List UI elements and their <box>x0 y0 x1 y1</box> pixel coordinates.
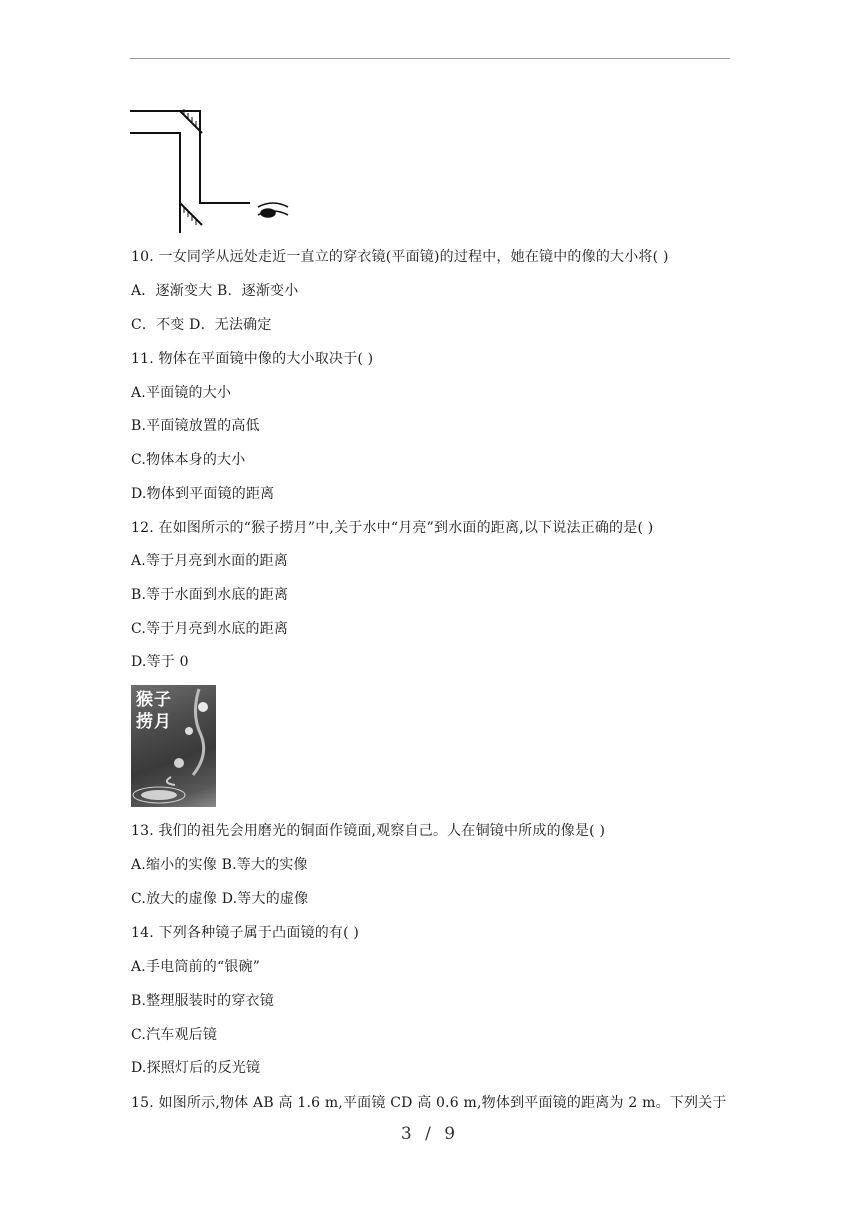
option-row-q14: B.整理服装时的穿衣镜 <box>131 993 274 1009</box>
option-row-q11: D.物体到平面镜的距离 <box>131 486 275 502</box>
option-row-q12: A.等于月亮到水面的距离 <box>131 553 288 569</box>
option-row-q12: D.等于 0 <box>131 654 189 670</box>
periscope-figure <box>128 103 298 233</box>
photo-art <box>131 685 216 807</box>
option-row-q11: C.物体本身的大小 <box>131 452 246 468</box>
photo-title-line2: 捞月 <box>136 712 172 732</box>
question-stem-q12: 12. 在如图所示的“猴子捞月”中,关于水中“月亮”到水面的距离,以下说法正确的是( ) <box>131 520 654 536</box>
question-stem-q10: 10. 一女同学从远处走近一直立的穿衣镜(平面镜)的过程中，她在镜中的像的大小将( ) <box>131 249 669 265</box>
question-stem-q15: 15. 如图所示,物体 AB 高 1.6 m,平面镜 CD 高 0.6 m,物体到平面镜的距离为 2 m。下列关于 <box>131 1095 727 1111</box>
photo-title-line1: 猴子 <box>136 690 172 710</box>
option-row-q13: A.缩小的实像 B.等大的实像 <box>131 857 308 873</box>
option-row-q13: C.放大的虚像 D.等大的虚像 <box>131 891 309 907</box>
eye-icon <box>258 203 288 217</box>
option-row-q11: B.平面镜放置的高低 <box>131 418 260 434</box>
option-row-q14: D.探照灯后的反光镜 <box>131 1060 261 1076</box>
question-stem-q14: 14. 下列各种镜子属于凸面镜的有( ) <box>131 925 360 941</box>
header-rule <box>130 58 730 59</box>
option-row-q12: B.等于水面到水底的距离 <box>131 587 289 603</box>
question-stem-q13: 13. 我们的祖先会用磨光的铜面作镜面,观察自己。人在铜镜中所成的像是( ) <box>131 823 606 839</box>
option-row-q14: A.手电筒前的“银碗” <box>131 959 261 975</box>
monkey-moon-photo <box>131 685 216 807</box>
question-stem-q11: 11. 物体在平面镜中像的大小取决于( ) <box>131 351 374 367</box>
page-number: 3 / 9 <box>400 1124 460 1144</box>
option-row-q12: C.等于月亮到水底的距离 <box>131 621 289 637</box>
option-row-q11: A.平面镜的大小 <box>131 385 232 401</box>
option-row-q10: C．不变 D．无法确定 <box>131 317 272 333</box>
option-row-q10: A．逐渐变大 B．逐渐变小 <box>131 283 299 299</box>
option-row-q14: C.汽车观后镜 <box>131 1027 218 1043</box>
